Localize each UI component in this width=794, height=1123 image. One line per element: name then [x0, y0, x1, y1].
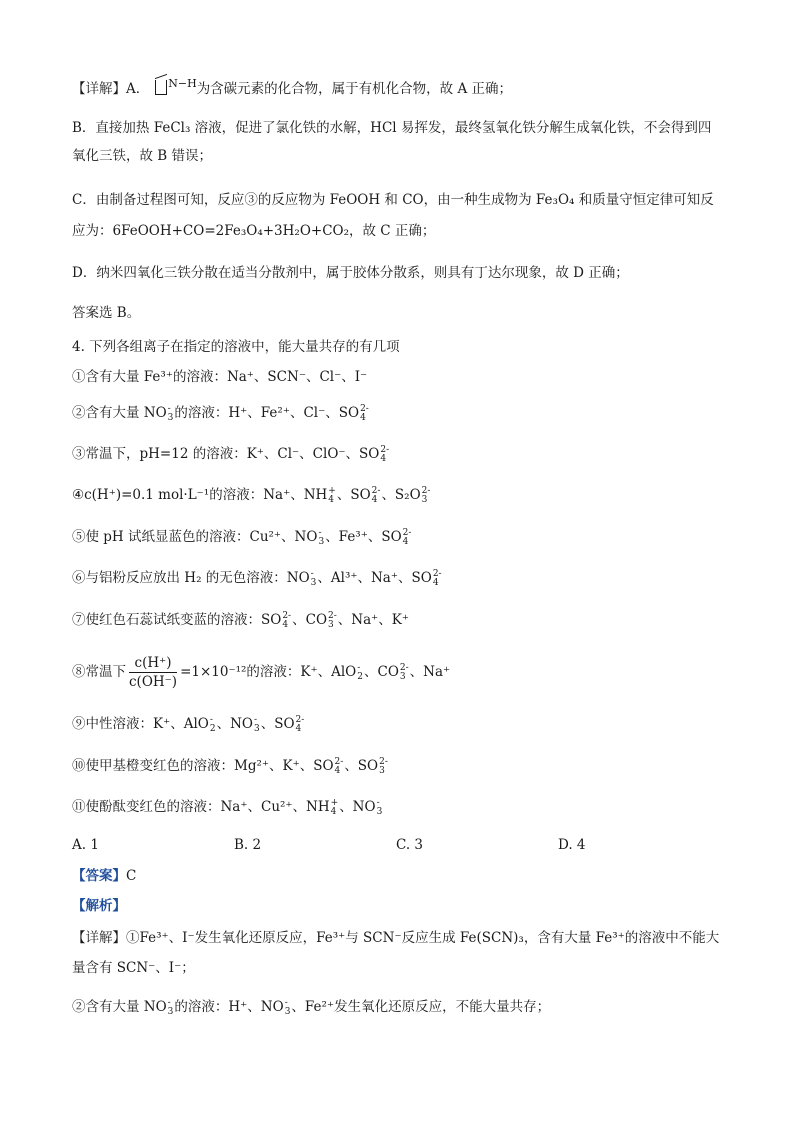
molecule-label: N−H — [168, 77, 197, 90]
item-9 — [72, 714, 305, 734]
item-6-no3-scripts: - 3 — [310, 568, 317, 588]
analysis-tag: 【解析】 — [72, 898, 126, 914]
option-c[interactable]: C. 3 — [396, 837, 424, 853]
item-11-pre: ⑪使酚酞变红色的溶液：Na⁺、Cu²⁺、NH — [72, 799, 330, 815]
detail-3-no3-scripts-a: - 3 — [167, 997, 174, 1017]
item-5-so4-scripts: 2- 4 — [402, 527, 412, 547]
detail-tag-2: 【详解】 — [72, 930, 126, 946]
item-2-so4-scripts: 2- 4 — [360, 403, 369, 423]
h-oh-ratio-fraction — [129, 655, 177, 690]
item-10-mid: 、SO — [344, 758, 379, 774]
item-8-post: 、Na⁺ — [409, 664, 451, 680]
item-9-so4-scripts: 2- 4 — [295, 714, 305, 734]
item-2-pre: ②含有大量 NO — [72, 405, 167, 421]
detail-c-line2: 应为：6FeOOH+CO=2Fe₃O₄+3H₂O+CO₂，故 C 正确； — [72, 223, 436, 239]
item-1-text: ①含有大量 Fe³⁺的溶液：Na⁺、SCN⁻、Cl⁻、I⁻ — [72, 369, 368, 385]
item-6-mid: 、Al³⁺、Na⁺、SO — [317, 570, 432, 586]
item-8-pre: ⑧常温下 — [72, 664, 126, 680]
item-7-mid: 、CO — [292, 612, 328, 628]
item-4-pre: ④c(H⁺)=0.1 mol·L⁻¹的溶液：Na⁺、NH — [72, 487, 328, 503]
item-6 — [72, 568, 443, 588]
detail-a-line — [72, 74, 512, 99]
item-7-post: 、Na⁺、K⁺ — [337, 612, 409, 628]
item-5-mid: 、Fe³⁺、SO — [325, 529, 402, 545]
detail-b-line2: 氧化三铁，故 B 错误； — [72, 148, 213, 164]
item-5 — [72, 527, 412, 547]
detail-b-line1: B．直接加热 FeCl₃ 溶液，促进了氯化铁的水解，HCl 易挥发，最终氢氧化铁分解生成氧化铁，不会得到四 — [72, 120, 712, 136]
option-a[interactable]: A. 1 — [72, 837, 99, 853]
item-3-so4-scripts: 2- 4 — [380, 444, 390, 464]
detail-3-mid: 的溶液：H⁺、NO — [174, 999, 284, 1015]
item-9-alo2-scripts: - 2 — [209, 714, 216, 734]
item-4-s2o3-scripts: 2- 3 — [421, 485, 431, 505]
item-8 — [72, 652, 450, 692]
detail-c-line1: C．由制备过程图可知，反应③的反应物为 FeOOH 和 CO，由一种生成物为 Fe₃O₄ 和质量守恒定律可知反 — [72, 192, 714, 208]
previous-answer: 答案选 B。 — [72, 305, 141, 321]
item-9-mid2: 、SO — [260, 716, 295, 732]
item-4-mid2: 、S₂O — [381, 487, 421, 503]
detail-3-no3-scripts-b: - 3 — [284, 997, 291, 1017]
answer-value: C — [126, 868, 137, 884]
item-2-post: 的溶液：H⁺、Fe²⁺、Cl⁻、SO — [174, 405, 360, 421]
item-9-pre: ⑨中性溶液：K⁺、AlO — [72, 716, 209, 732]
answer-options — [72, 835, 720, 855]
option-a-text: 为含碳元素的化合物，属于有机化合物，故 A 正确； — [196, 81, 513, 97]
item-11-mid: 、NO — [339, 799, 376, 815]
item-8-mid: =1×10⁻¹²的溶液：K⁺、AlO — [180, 664, 357, 680]
detail-line-1 — [72, 928, 719, 948]
item-10-pre: ⑩使甲基橙变红色的溶液：Mg²⁺、K⁺、SO — [72, 758, 334, 774]
analysis-line — [72, 896, 126, 916]
option-d[interactable]: D. 4 — [558, 837, 586, 853]
answer-line — [72, 866, 136, 886]
item-9-mid: 、NO — [216, 716, 253, 732]
item-5-no3-scripts: - 3 — [318, 527, 325, 547]
item-8-co3-scripts: 2- 3 — [399, 662, 409, 682]
detail-d-line: D．纳米四氧化三铁分散在适当分散剂中，属于胶体分散系，则具有丁达尔现象，故 D 正确； — [72, 265, 629, 281]
item-1 — [72, 367, 367, 387]
item-11 — [72, 797, 383, 817]
item-3-pre: ③常温下，pH=12 的溶液：K⁺、Cl⁻、ClO⁻、SO — [72, 446, 380, 462]
detail-text-1: ①Fe³⁺、I⁻发生氧化还原反应，Fe³⁺与 SCN⁻反应生成 Fe(SCN)₃，含有大量 Fe³⁺的溶液中不能大 — [126, 930, 720, 946]
detail-tag: 【详解】 — [72, 81, 126, 97]
detail-3-post: 、Fe²⁺发生氧化还原反应，不能大量共存； — [291, 999, 551, 1015]
item-4-so4-scripts: 2- 4 — [371, 485, 381, 505]
item-4-mid1: 、SO — [336, 487, 371, 503]
detail-line-3 — [72, 997, 550, 1017]
item-4-nh4-scripts: + 4 — [328, 485, 336, 505]
ring-structure-icon — [155, 80, 167, 95]
item-6-pre: ⑥与铝粉反应放出 H₂ 的无色溶液：NO — [72, 570, 310, 586]
item-8-mid2: 、CO — [363, 664, 399, 680]
detail-line-2: 量含有 SCN⁻、I⁻； — [72, 960, 195, 976]
item-7-so4-scripts: 2- 4 — [282, 610, 292, 630]
item-11-no3-scripts: - 3 — [376, 797, 383, 817]
item-8-alo2-scripts: - 2 — [357, 662, 363, 682]
item-9-no3-scripts: - 3 — [253, 714, 260, 734]
item-2-no3-scripts: - 3 — [167, 403, 174, 423]
detail-3-pre: ②含有大量 NO — [72, 999, 167, 1015]
item-3 — [72, 444, 390, 464]
item-7-pre: ⑦使红色石蕊试纸变蓝的溶液：SO — [72, 612, 282, 628]
option-b[interactable]: B. 2 — [234, 837, 262, 853]
item-4 — [72, 485, 431, 505]
item-10 — [72, 756, 389, 776]
item-2 — [72, 403, 370, 423]
item-10-so3-scripts: 2- 3 — [379, 756, 388, 776]
item-5-pre: ⑤使 pH 试纸显蓝色的溶液：Cu²⁺、NO — [72, 529, 318, 545]
item-10-so4-scripts: 2- 4 — [334, 756, 344, 776]
item-7-co3-scripts: 2- 3 — [328, 610, 337, 630]
fraction-denominator: c(OH⁻) — [129, 674, 178, 690]
fraction-numerator: c(H⁺) — [129, 655, 177, 673]
answer-tag: 【答案】 — [72, 868, 126, 884]
item-6-so4-scripts: 2- 4 — [432, 568, 442, 588]
option-a-prefix: A． — [126, 81, 150, 97]
item-7 — [72, 610, 409, 630]
question-4-stem: 4. 下列各组离子在指定的溶液中，能大量共存的有几项 — [72, 339, 400, 355]
item-11-nh4-scripts: + 4 — [330, 797, 339, 817]
